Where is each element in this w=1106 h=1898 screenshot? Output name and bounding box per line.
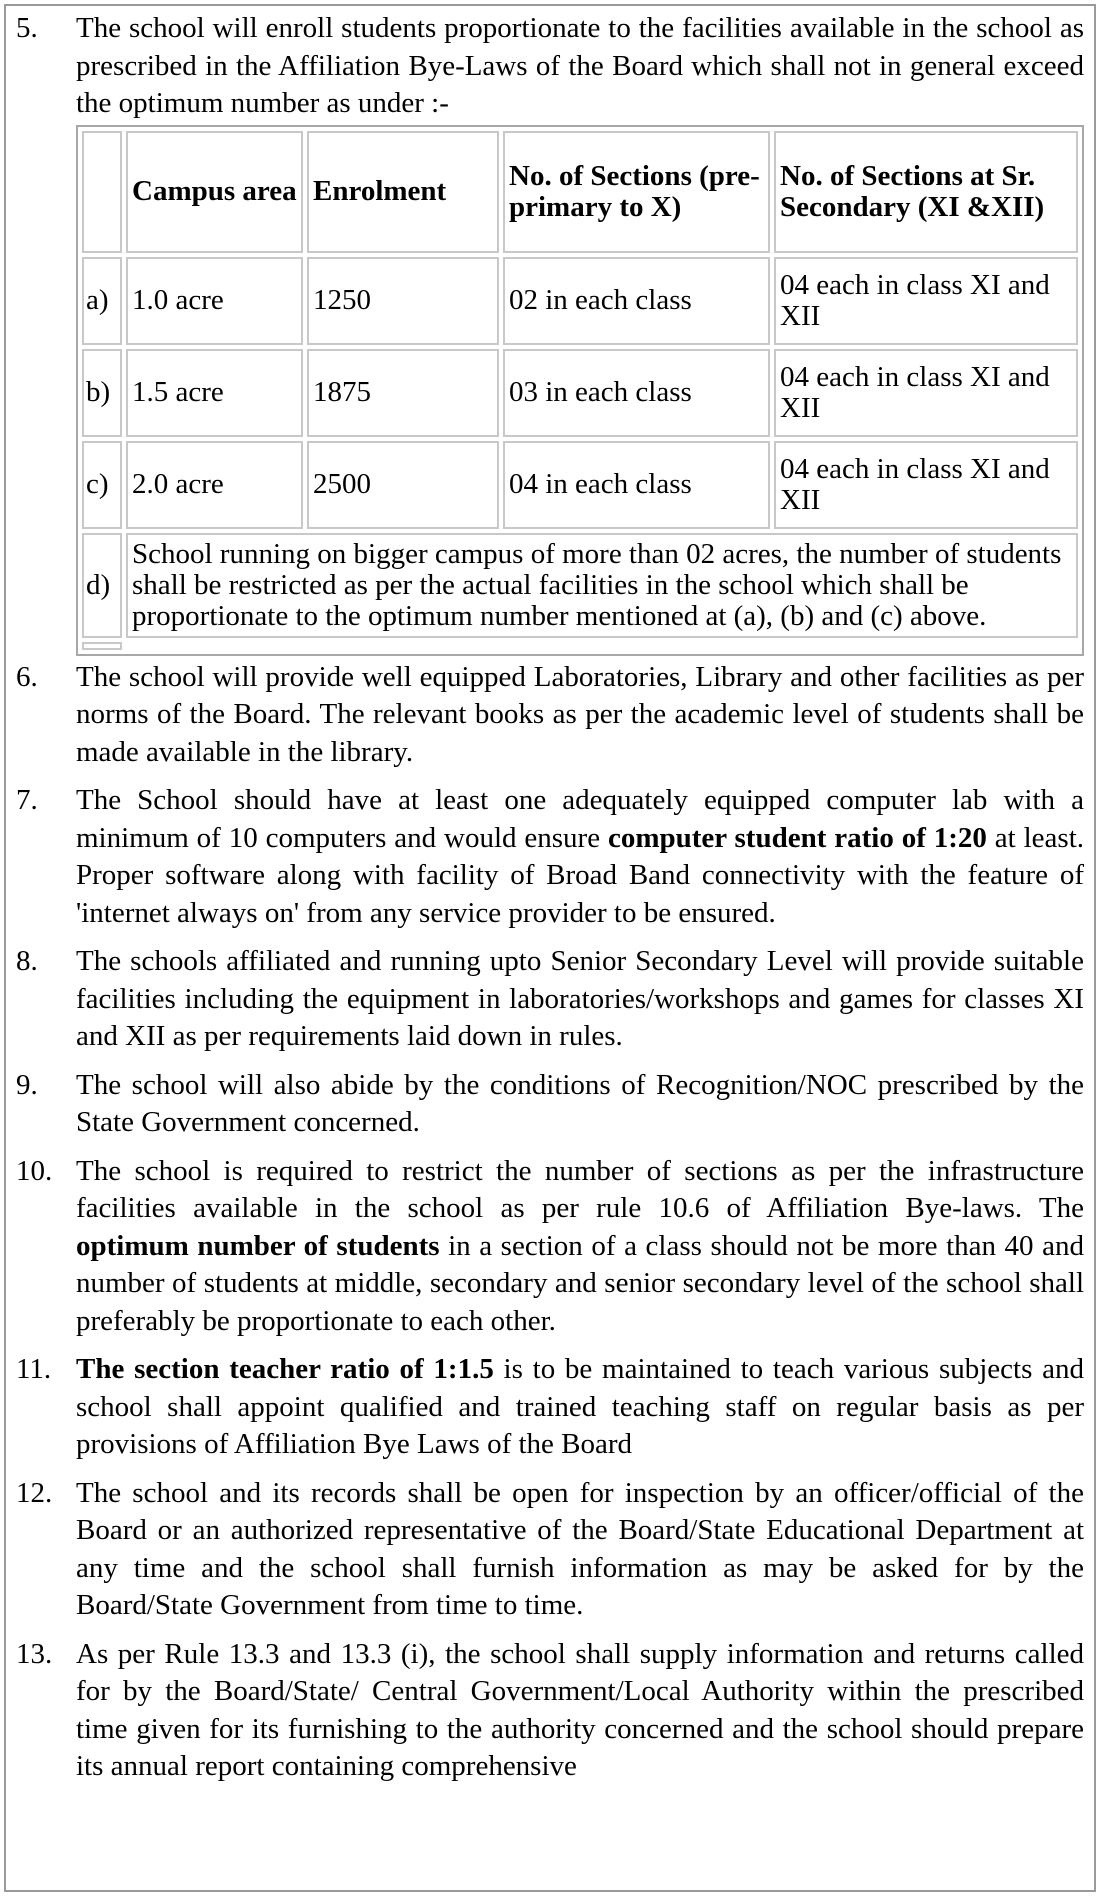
table-header-cell [82, 131, 122, 253]
list-item [6, 10, 1094, 123]
table-row [82, 349, 1078, 437]
table-cell: 1250 [307, 257, 499, 345]
item-text-bold: optimum number of students [76, 1229, 440, 1262]
item-number: 5. [16, 12, 38, 44]
list-item [6, 659, 1094, 772]
table-spacer-row [82, 642, 1078, 650]
table-cell: 2500 [307, 441, 499, 529]
list-item [6, 782, 1094, 932]
table-cell: c) [82, 441, 122, 529]
item-number: 8. [16, 945, 38, 977]
table-cell [82, 642, 122, 650]
table-cell: 02 in each class [503, 257, 770, 345]
document-page [4, 4, 1096, 1892]
item-text: The school will also abide by the conditions of Recognition/NOC prescribed by the State Government concerned. [76, 1068, 1084, 1138]
item-text-part: The school is required to restrict the number of sections as per the infrastructure facilities available in the school as per rule 10.6 of Affiliation Bye-laws. The [76, 1154, 1084, 1224]
item-text-part: The School should have at least one adequately equipped computer lab with a minimum of 10 computers and would ensure [76, 784, 1084, 854]
list-item [6, 1153, 1094, 1341]
table-row [82, 441, 1078, 529]
item-text: The schools affiliated and running upto Senior Secondary Level will provide suitable facilities including the equipment in laboratories/workshops and games for classes XI and XII as per requirements laid down in rules. [76, 945, 1084, 1052]
item-text-part: is to be maintained to teach various subjects and school shall appoint qualified and trained teaching staff on regular basis as per provisions of Affiliation Bye Laws of the Board [76, 1353, 1084, 1460]
table-row [82, 257, 1078, 345]
item-text: The school will provide well equipped Laboratories, Library and other facilities as per norms of the Board. The relevant books as per the academic level of students shall be made available in the library. [76, 660, 1084, 768]
table-cell: a) [82, 257, 122, 345]
table-cell: b) [82, 349, 122, 437]
list-item [6, 1475, 1094, 1625]
table-header-cell: Enrolment [307, 131, 499, 253]
item-number: 13. [16, 1637, 53, 1670]
table-cell: 04 each in class XI and XII [774, 257, 1078, 345]
table-cell: 03 in each class [503, 349, 770, 437]
table-cell: 04 each in class XI and XII [774, 441, 1078, 529]
table-cell: d) [82, 533, 122, 638]
item-text-bold: The section teacher ratio of 1:1.5 [76, 1353, 494, 1385]
document-body [6, 6, 1094, 1786]
item-text: The school and its records shall be open for inspection by an officer/official of the Board or an authorized representative of the Board/State Educational Department at any time and the school shall furnish information as may be asked for by the Board/State Government from time to time. [76, 1476, 1084, 1621]
table-cell: 1875 [307, 349, 499, 437]
item-number: 6. [16, 660, 38, 693]
table-note-cell: School running on bigger campus of more than 02 acres, the number of students shall be restricted as per the actual facilities in the school which shall be proportionate to the optimum number mentioned at (a), (b) and (c) above. [126, 533, 1078, 638]
item-text-part: in a section of a class should not be more than 40 and number of students at middle, secondary and senior secondary level of the school shall preferably be proportionate to each other. [76, 1229, 1084, 1337]
item-text [76, 1351, 1084, 1464]
item-text-bold: computer student ratio of 1:20 [607, 821, 987, 854]
table-header-cell: No. of Sections (pre-primary to X) [503, 131, 770, 253]
table-cell: 04 in each class [503, 441, 770, 529]
table-cell [126, 642, 1078, 650]
table-cell: 2.0 acre [126, 441, 303, 529]
table-note-row [82, 533, 1078, 638]
list-item [6, 943, 1094, 1056]
enrolment-table-wrapper [76, 125, 1084, 656]
list-item [6, 1067, 1094, 1142]
table-header-row [82, 131, 1078, 253]
item-text: The school will enroll students proportionate to the facilities available in the school as prescribed in the Affiliation Bye-Laws of the Board which shall not in general exceed the optimum number as under :- [76, 12, 1084, 119]
table-cell: 04 each in class XI and XII [774, 349, 1078, 437]
item-number: 12. [16, 1476, 53, 1509]
table-header-cell: No. of Sections at Sr. Secondary (XI &XII) [774, 131, 1078, 253]
item-number: 10. [16, 1154, 53, 1187]
table-header-cell: Campus area [126, 131, 303, 253]
list-item [6, 1351, 1094, 1464]
item-number: 11. [16, 1353, 52, 1385]
table-cell: 1.0 acre [126, 257, 303, 345]
item-text [76, 782, 1084, 932]
list-item [6, 1636, 1094, 1786]
item-text [76, 1153, 1084, 1341]
item-number: 9. [16, 1068, 38, 1101]
item-number: 7. [16, 784, 38, 816]
enrolment-table [76, 125, 1084, 656]
table-cell: 1.5 acre [126, 349, 303, 437]
item-text-part: at least. Proper software along with facility of Broad Band connectivity with the feature of 'internet always on' from any service provider to be ensured. [76, 821, 1085, 929]
item-text: As per Rule 13.3 and 13.3 (i), the school shall supply information and returns called for by the Board/State/ Central Government/Local Authority within the prescribed time given for its furnishing to the authority concerned and the school should prepare its annual report containing comprehensive [76, 1637, 1084, 1782]
